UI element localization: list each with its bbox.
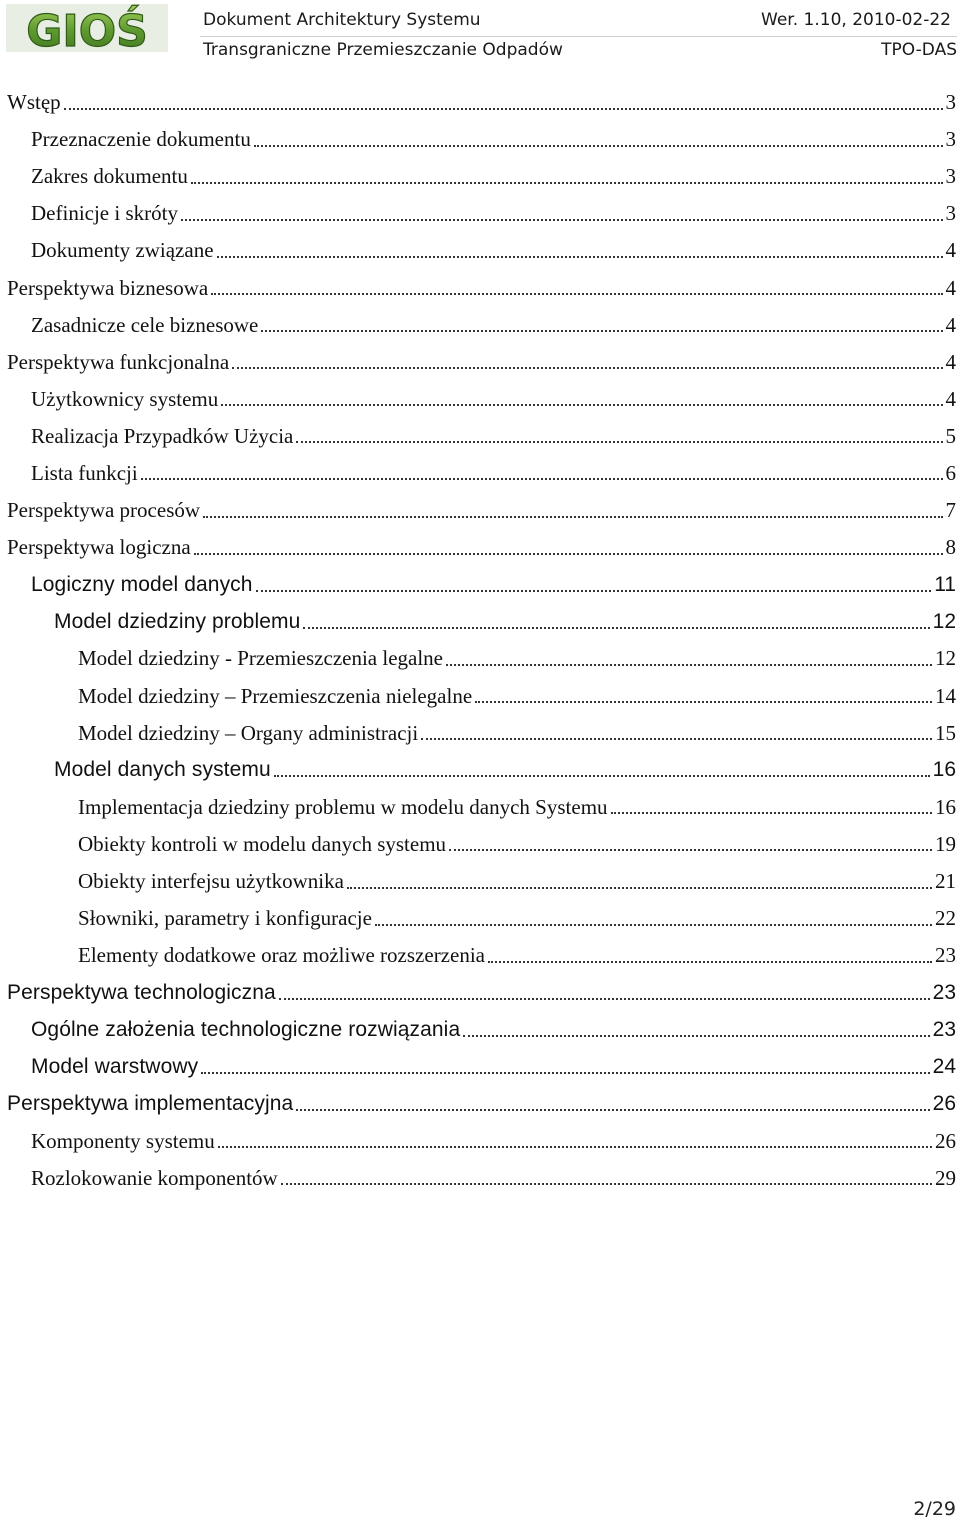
page-header	[0, 0, 960, 66]
toc-entry[interactable]	[0, 195, 960, 232]
toc-entry[interactable]	[0, 418, 960, 455]
toc-entry-label: Definicje i skróty	[31, 201, 178, 226]
toc-entry-page: 23	[932, 1017, 956, 1041]
toc-entry[interactable]	[0, 715, 960, 752]
toc-entry-label: Wstęp	[7, 90, 61, 115]
document-version: Wer. 1.10, 2010-02-22	[761, 10, 951, 30]
toc-dot-leader	[274, 775, 930, 777]
toc-dot-leader	[475, 701, 932, 703]
toc-entry-page: 26	[935, 1128, 956, 1153]
toc-entry[interactable]	[0, 269, 960, 306]
toc-dot-leader	[217, 256, 943, 258]
toc-entry-label: Słowniki, parametry i konfiguracje	[78, 906, 372, 931]
toc-dot-leader	[191, 182, 943, 184]
toc-entry-page: 6	[945, 460, 956, 485]
toc-entry[interactable]	[0, 1160, 960, 1197]
toc-entry-page: 12	[935, 646, 956, 671]
toc-entry[interactable]	[0, 232, 960, 269]
toc-entry-page: 29	[935, 1165, 956, 1190]
toc-entry-label: Model warstwowy	[31, 1054, 199, 1078]
toc-entry-label: Implementacja dziedziny problemu w modelu danych Systemu	[78, 794, 608, 819]
toc-entry-label: Zakres dokumentu	[31, 164, 188, 189]
toc-entry-label: Obiekty interfejsu użytkownika	[78, 869, 344, 894]
toc-entry[interactable]	[0, 937, 960, 974]
toc-entry-page: 11	[934, 572, 956, 596]
toc-dot-leader	[296, 1109, 929, 1111]
document-title: Dokument Architektury Systemu	[203, 10, 481, 30]
toc-entry-label: Zasadnicze cele biznesowe	[31, 312, 259, 337]
toc-entry-page: 12	[932, 609, 956, 633]
toc-entry[interactable]	[0, 344, 960, 381]
toc-entry[interactable]	[0, 455, 960, 492]
toc-dot-leader	[303, 627, 929, 629]
toc-entry[interactable]	[0, 307, 960, 344]
toc-dot-leader	[181, 219, 943, 221]
toc-entry-label: Realizacja Przypadków Użycia	[31, 423, 294, 448]
toc-entry-label: Użytkownicy systemu	[31, 386, 219, 411]
toc-entry-page: 23	[932, 980, 956, 1004]
toc-dot-leader	[141, 478, 943, 480]
toc-entry-label: Perspektywa implementacyjna	[7, 1092, 294, 1116]
toc-entry[interactable]	[0, 640, 960, 677]
table-of-contents	[0, 84, 960, 1197]
toc-entry-label: Przeznaczenie dokumentu	[31, 127, 251, 152]
toc-dot-leader	[261, 330, 942, 332]
toc-entry-page: 26	[932, 1092, 956, 1116]
toc-entry[interactable]	[0, 1123, 960, 1160]
toc-entry-page: 4	[945, 312, 956, 337]
toc-entry[interactable]	[0, 121, 960, 158]
toc-entry-label: Model dziedziny – Organy administracji	[78, 720, 419, 745]
toc-entry-label: Perspektywa funkcjonalna	[7, 349, 230, 374]
toc-entry[interactable]	[0, 529, 960, 566]
toc-entry-page: 19	[935, 831, 956, 856]
toc-entry-page: 3	[945, 164, 956, 189]
toc-dot-leader	[611, 812, 932, 814]
toc-entry-page: 16	[935, 794, 956, 819]
toc-entry[interactable]	[0, 158, 960, 195]
toc-dot-leader	[221, 404, 942, 406]
toc-entry-page: 22	[935, 906, 956, 931]
toc-entry-page: 3	[945, 201, 956, 226]
toc-entry-label: Perspektywa procesów	[7, 498, 201, 523]
toc-entry-page: 4	[945, 386, 956, 411]
toc-entry-page: 3	[945, 90, 956, 115]
toc-entry[interactable]	[0, 1011, 960, 1048]
toc-dot-leader	[347, 887, 932, 889]
toc-dot-leader	[375, 924, 932, 926]
page-number: 2/29	[913, 1498, 956, 1520]
toc-entry[interactable]	[0, 492, 960, 529]
toc-dot-leader	[211, 293, 942, 295]
toc-entry[interactable]	[0, 1086, 960, 1123]
logo-lettering: GIOŚ	[26, 6, 148, 52]
toc-dot-leader	[446, 664, 932, 666]
toc-entry-label: Model dziedziny – Przemieszczenia nielegalne	[78, 683, 473, 708]
toc-entry-label: Obiekty kontroli w modelu danych systemu	[78, 831, 447, 856]
toc-entry-label: Model dziedziny problemu	[54, 609, 301, 633]
toc-dot-leader	[488, 961, 932, 963]
toc-entry[interactable]	[0, 1048, 960, 1085]
toc-entry-label: Ogólne założenia technologiczne rozwiązania	[31, 1017, 461, 1041]
toc-entry-label: Model danych systemu	[54, 758, 271, 782]
toc-entry-page: 21	[935, 869, 956, 894]
gios-logo	[6, 4, 168, 52]
toc-dot-leader	[254, 145, 943, 147]
toc-dot-leader	[296, 441, 942, 443]
toc-dot-leader	[449, 849, 932, 851]
toc-entry-page: 4	[945, 275, 956, 300]
toc-entry-label: Elementy dodatkowe oraz możliwe rozszerzenia	[78, 943, 485, 968]
toc-entry-label: Model dziedziny - Przemieszczenia legalne	[78, 646, 443, 671]
toc-entry-page: 3	[945, 127, 956, 152]
toc-entry-label: Perspektywa logiczna	[7, 535, 191, 560]
document-code: TPO-DAS	[881, 40, 957, 60]
toc-dot-leader	[201, 1072, 929, 1074]
toc-entry[interactable]	[0, 900, 960, 937]
toc-entry-label: Logiczny model danych	[31, 572, 253, 596]
toc-entry-label: Perspektywa biznesowa	[7, 275, 209, 300]
toc-dot-leader	[463, 1035, 929, 1037]
toc-entry-page: 15	[935, 720, 956, 745]
toc-entry-page: 14	[935, 683, 956, 708]
toc-entry[interactable]	[0, 974, 960, 1011]
toc-entry[interactable]	[0, 678, 960, 715]
header-divider	[200, 36, 957, 37]
toc-entry[interactable]	[0, 381, 960, 418]
toc-entry-label: Komponenty systemu	[31, 1128, 215, 1153]
toc-entry-label: Perspektywa technologiczna	[7, 980, 276, 1004]
toc-entry[interactable]	[0, 84, 960, 121]
toc-entry-page: 4	[945, 238, 956, 263]
toc-entry-page: 4	[945, 349, 956, 374]
toc-entry-page: 7	[945, 498, 956, 523]
toc-dot-leader	[256, 590, 932, 592]
toc-entry-page: 16	[932, 758, 956, 782]
document-subtitle: Transgraniczne Przemieszczanie Odpadów	[203, 40, 563, 60]
toc-dot-leader	[64, 108, 943, 110]
toc-dot-leader	[281, 1183, 932, 1185]
toc-entry-page: 8	[945, 535, 956, 560]
toc-entry-page: 23	[935, 943, 956, 968]
toc-entry[interactable]	[0, 826, 960, 863]
toc-entry[interactable]	[0, 566, 960, 603]
toc-entry-page: 5	[945, 423, 956, 448]
toc-dot-leader	[279, 998, 930, 1000]
toc-dot-leader	[421, 738, 932, 740]
toc-dot-leader	[203, 516, 942, 518]
toc-entry[interactable]	[0, 863, 960, 900]
toc-dot-leader	[218, 1146, 932, 1148]
toc-dot-leader	[194, 553, 943, 555]
toc-entry-label: Dokumenty związane	[31, 238, 214, 263]
toc-entry[interactable]	[0, 752, 960, 789]
toc-entry-page: 24	[932, 1054, 956, 1078]
toc-entry[interactable]	[0, 789, 960, 826]
toc-dot-leader	[232, 367, 942, 369]
toc-entry[interactable]	[0, 603, 960, 640]
toc-entry-label: Lista funkcji	[31, 460, 138, 485]
toc-entry-label: Rozlokowanie komponentów	[31, 1165, 278, 1190]
